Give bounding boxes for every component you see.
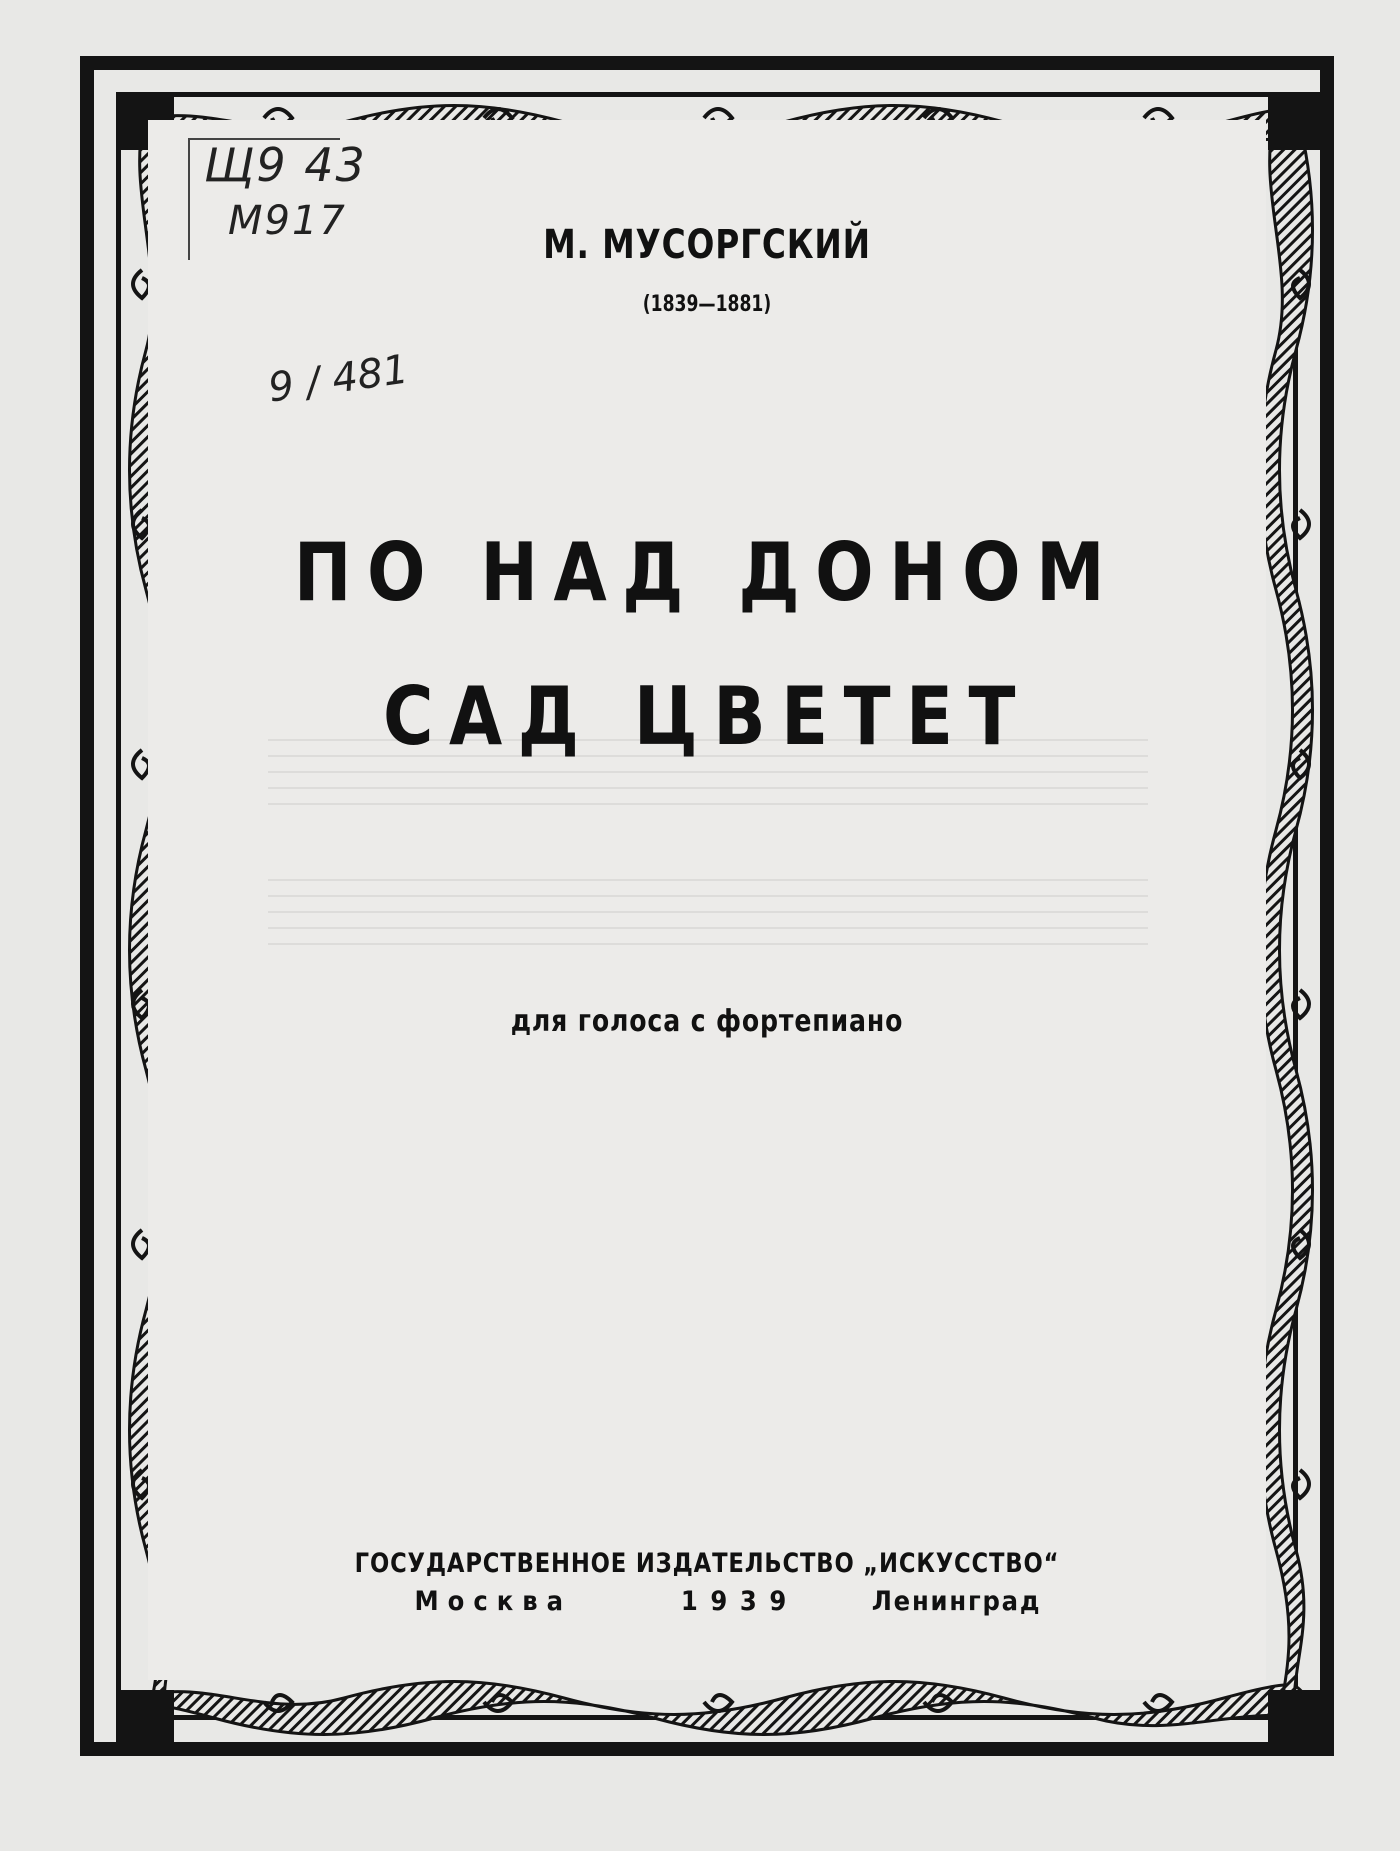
handwritten-shelf-mark-line1: Щ9 43 [204, 138, 367, 192]
author-name: М. МУСОРГСКИЙ [543, 222, 871, 268]
imprint-city-leningrad: Ленинград [871, 1586, 1042, 1617]
handwritten-note: 9 / 481 [265, 346, 412, 412]
author-years: (1839—1881) [642, 292, 772, 317]
handwritten-shelf-mark-line2: М917 [228, 198, 347, 244]
imprint-city-moscow: Москва [414, 1586, 573, 1617]
bleed-through-staff-lines [148, 120, 1266, 1680]
cover-content-area [148, 120, 1266, 1680]
imprint-year: 1939 [680, 1586, 799, 1617]
subtitle: для голоса с фортепиано [510, 1004, 904, 1039]
title-line-1: ПО НАД ДОНОМ [293, 526, 1121, 619]
title-line-2: САД ЦВЕТЕТ [383, 670, 1031, 763]
publisher-name: ГОСУДАРСТВЕННОЕ ИЗДАТЕЛЬСТВО „ИСКУССТВО“ [354, 1548, 1060, 1579]
